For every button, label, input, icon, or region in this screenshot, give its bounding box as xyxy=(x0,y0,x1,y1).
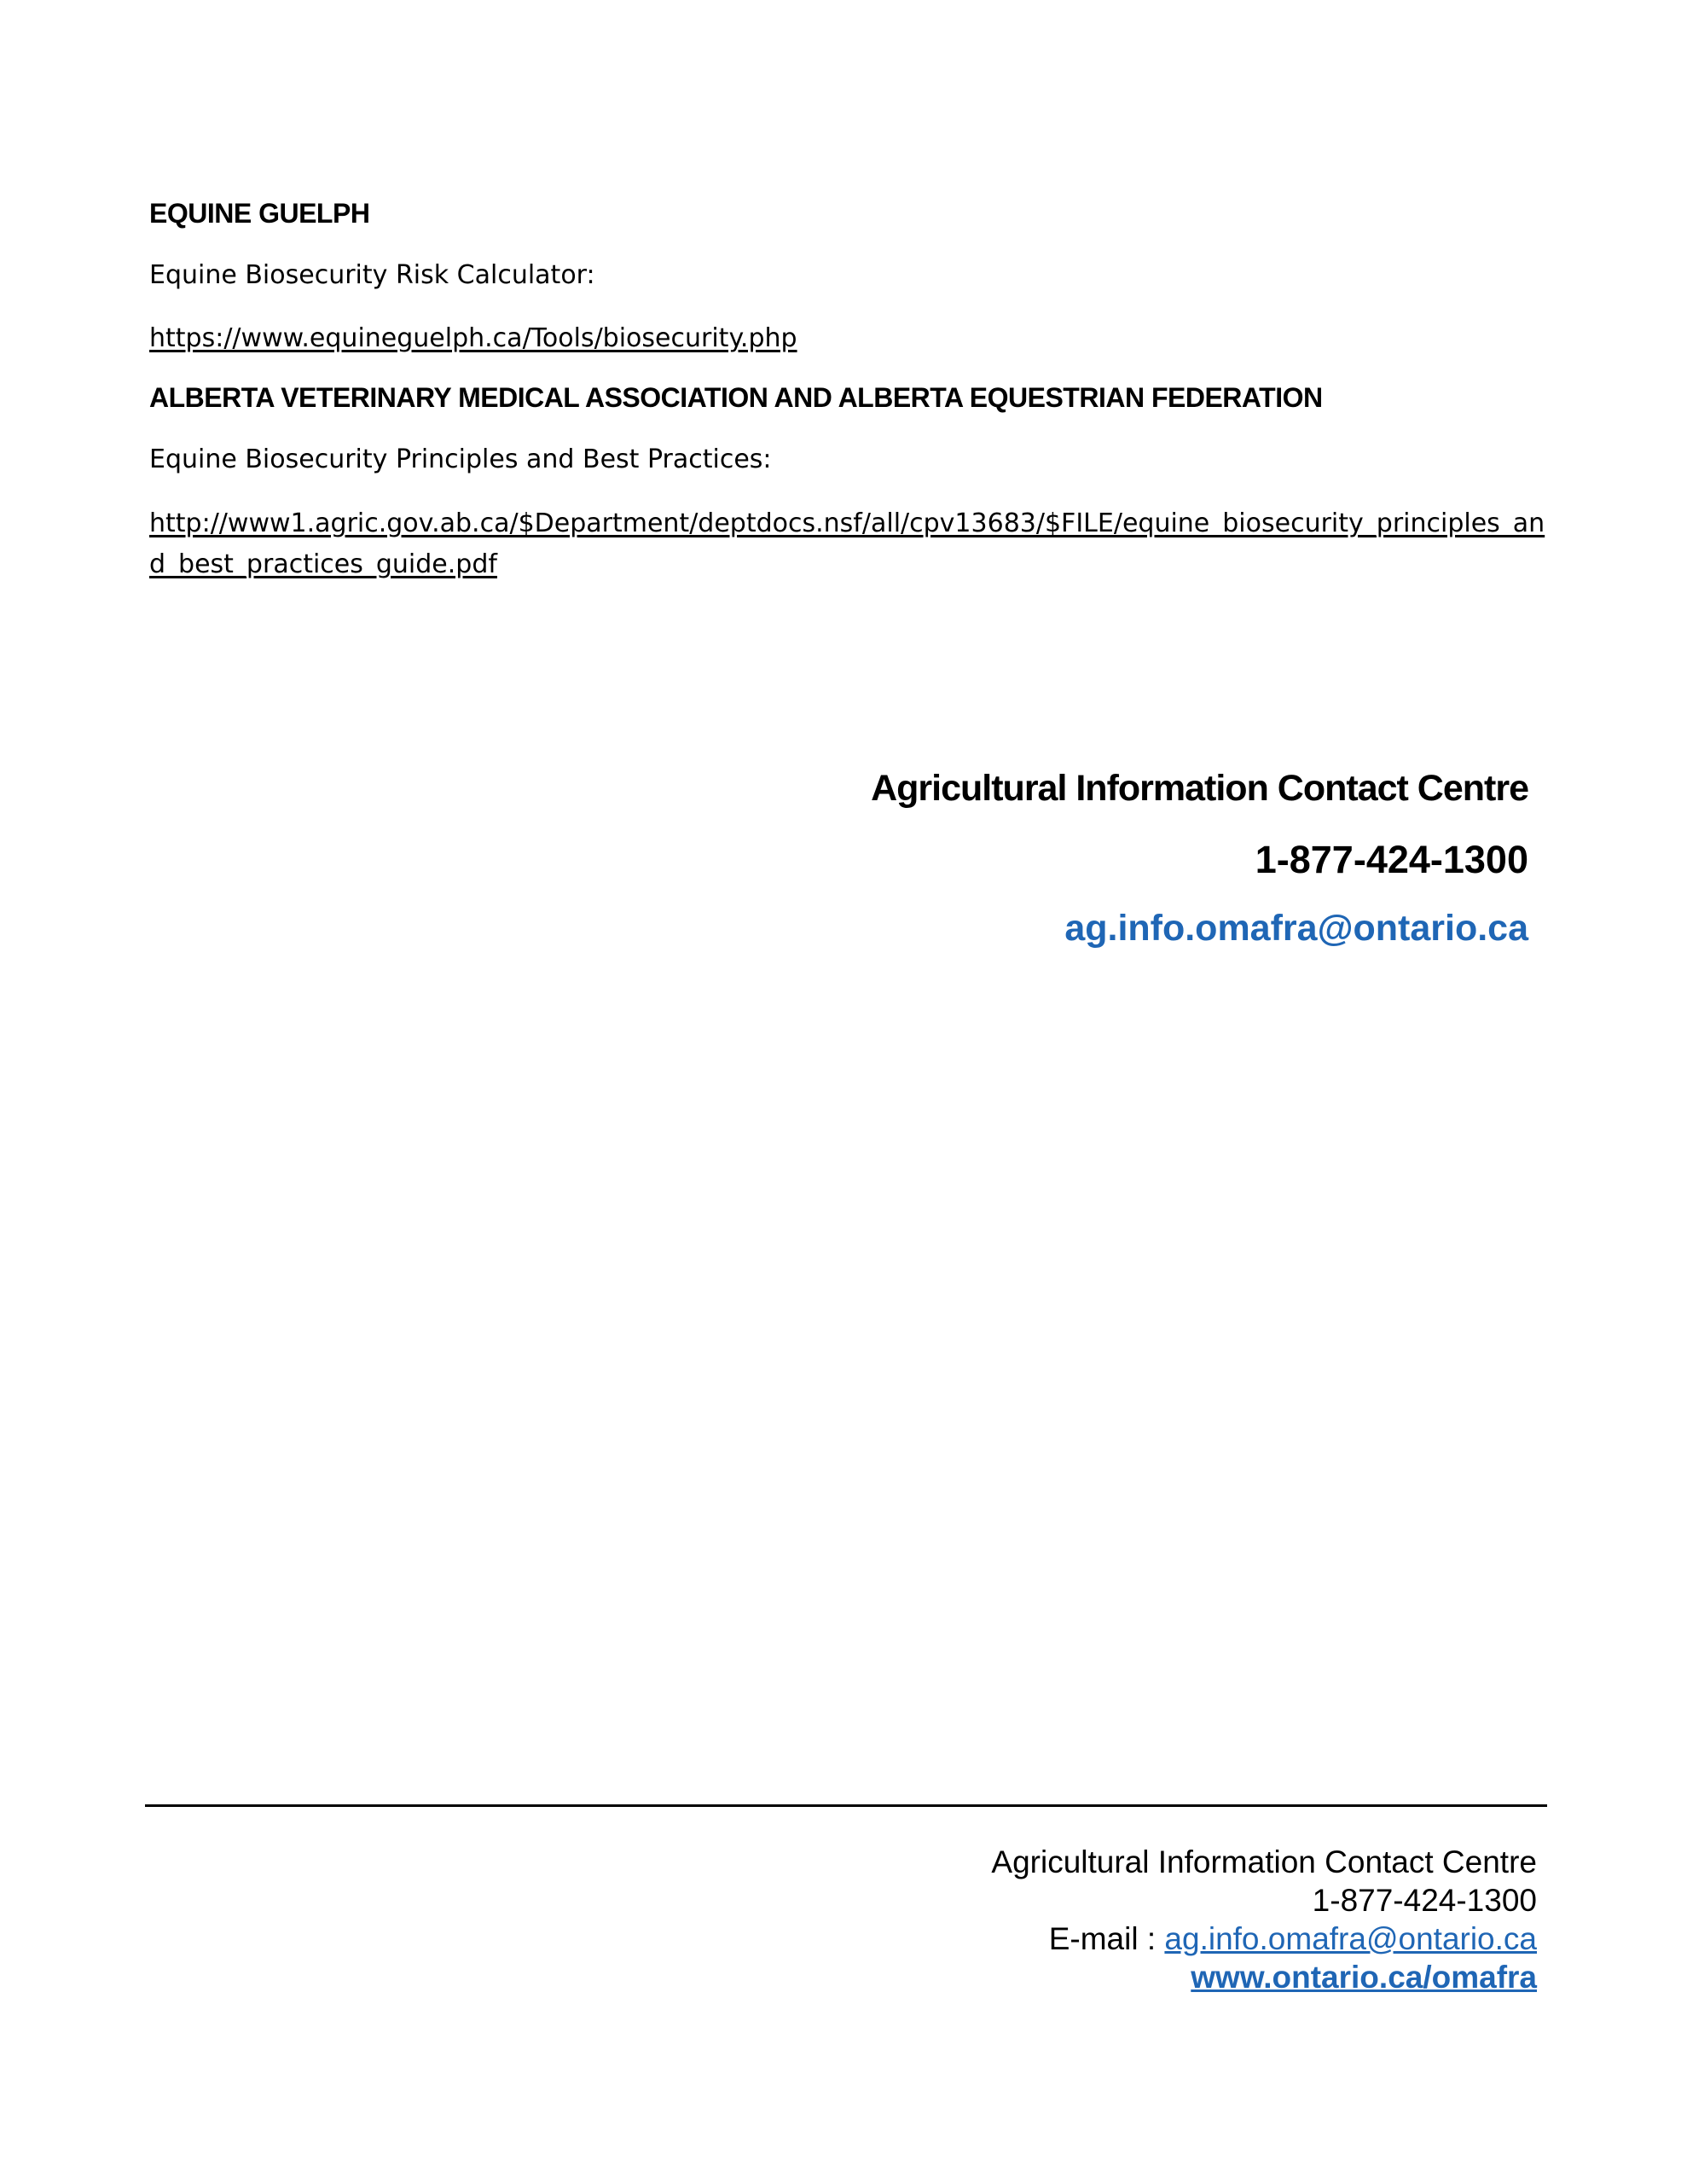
contact-centre-phone: 1-877-424-1300 xyxy=(1255,838,1528,881)
contact-centre-title: Agricultural Information Contact Centre xyxy=(871,768,1528,809)
footer-contact-title: Agricultural Information Contact Centre xyxy=(991,1844,1537,1879)
risk-calculator-label: Equine Biosecurity Risk Calculator: xyxy=(149,260,595,290)
footer-phone: 1-877-424-1300 xyxy=(1312,1883,1537,1918)
footer xyxy=(991,1843,1537,1996)
equine-guelph-heading: EQUINE GUELPH xyxy=(149,198,370,229)
footer-email-link[interactable]: ag.info.omafra@ontario.ca xyxy=(1164,1921,1537,1956)
risk-calculator-link[interactable]: https://www.equineguelph.ca/Tools/biosecurity.php xyxy=(149,323,797,353)
footer-divider xyxy=(145,1804,1547,1807)
footer-website-link[interactable]: www.ontario.ca/omafra xyxy=(1191,1960,1537,1995)
biosecurity-principles-label: Equine Biosecurity Principles and Best Practices: xyxy=(149,444,772,474)
footer-email-label: E-mail : xyxy=(1048,1921,1165,1956)
contact-centre-email-link[interactable]: ag.info.omafra@ontario.ca xyxy=(1064,908,1528,949)
footer-email-line xyxy=(991,1920,1537,1958)
biosecurity-principles-link[interactable]: http://www1.agric.gov.ab.ca/$Department/deptdocs.nsf/all/cpv13683/$FILE/equine_biosecurity_principles_and_best_practices_guide.pdf xyxy=(149,508,1545,579)
alberta-association-heading: ALBERTA VETERINARY MEDICAL ASSOCIATION AND ALBERTA EQUESTRIAN FEDERATION xyxy=(149,382,1323,413)
